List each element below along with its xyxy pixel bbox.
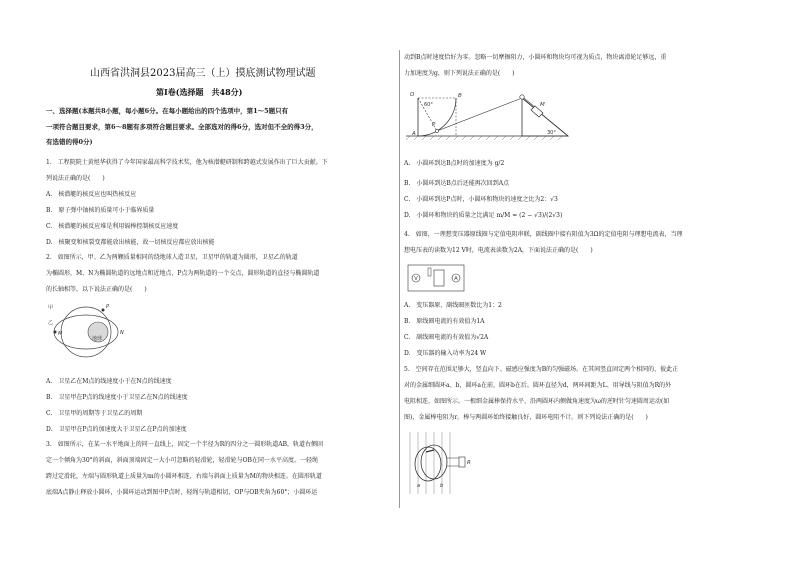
q3-stem-line-1: 3. 如图所示，在某一水平地面上的同一直线上，固定一个半径为R的四分之一圆形轨道AB，轨道右侧固 <box>46 441 323 448</box>
q3-stem-cont-line-1: 动到B点时速度恰好为零。忽略一切摩擦阻力，小圆环和物块均可视为质点，物块离滑轮足够远，重 <box>404 54 667 61</box>
q1-option-a: A. 核潜艇的核反应也叫热核反应 <box>46 191 137 198</box>
q4-transformer-figure <box>404 262 470 294</box>
instructions-line-1: 一、选择题(本题共8小题，每小题6分。在每小题给出的四个选项中，第1～5题只有 <box>46 107 289 115</box>
label-N: N <box>120 330 124 336</box>
q3-stem-line-4: 底端A点静止释放小圆环，小圆环运动到图中P点时，轻绳与轨道相切，OP与OB夹角为60°；小圆环运 <box>46 489 318 496</box>
q2-orbit-figure <box>46 302 136 362</box>
q3-incline-figure <box>404 86 572 142</box>
label-P: P <box>106 304 110 310</box>
label-P: P <box>432 122 436 128</box>
ring-icon <box>435 129 438 132</box>
label-M: M <box>540 102 545 108</box>
q1-option-b: B. 原子弹中铀核的质量可小于临界质量 <box>46 207 155 214</box>
q3-option-c: C. 小圆环到达P点时，小圆环和物块的速度之比为2：√3 <box>404 196 558 203</box>
q3-option-d-text: D. 小圆环和物块的质量之比满足 <box>404 212 495 219</box>
q2-stem-line-1: 2. 如图所示，甲、乙为两颗质量相同的绕地球人造卫星，卫星甲的轨道为圆形，卫星乙的轨道 <box>46 254 298 261</box>
label-a: a <box>417 483 421 489</box>
q3-option-d: D. 小圆环和物块的质量之比满足 m/M = (2 − √3)/(2√3) <box>404 212 563 219</box>
q4-option-d: D. 变压器的输入功率为24 W <box>404 350 487 357</box>
label-angle60: 60° <box>424 102 433 108</box>
q2-option-b: B. 卫星甲在P点的线速度小于卫星乙在N点的线速度 <box>46 394 188 401</box>
label-B: B <box>458 93 462 99</box>
q4-option-a: A. 变压器原、副线圈匝数比为1：2 <box>404 302 502 309</box>
q2-stem-line-2: 为椭圆形，M、N为椭圆轨道的远地点和近地点，P点为两轨道的一个交点，圆形轨道的直径与椭圆轨道 <box>46 270 320 277</box>
label-A: A <box>412 131 416 137</box>
q5-stem-line-4: 图)，金属棒电阻为r。棒与两圆环始终接触良好，圆环电阻不计。则下列说法正确的是( ) <box>404 414 648 421</box>
q3-option-d-rhs: (2 − √3)/(2√3) <box>519 212 563 219</box>
q3-option-a-math: g/2 <box>494 160 505 167</box>
q4-stem-line-1: 4. 如图，一理想变压器原线圈与定值电阻串联，副线圈中接有阻值为3Ω的定值电阻与理想电流表，当理 <box>404 231 683 238</box>
satellite-yi-dot <box>54 331 57 334</box>
label-b: b <box>440 483 444 489</box>
voltmeter-label: V <box>414 276 418 282</box>
label-O: O <box>410 92 415 98</box>
label-yi: 乙 <box>48 320 54 326</box>
pulley-icon <box>520 95 524 99</box>
label-angle30: 30° <box>547 130 556 136</box>
instructions-line-3: 有选错的得0分) <box>46 138 93 146</box>
section-title: 第Ⅰ卷(选择题 共48分) <box>156 87 243 97</box>
q3-option-a-text: A. 小圆环到达B点时的加速度为 <box>404 160 493 167</box>
q5-stem-line-3: 电阻相连，如图所示。一根细金属棒保持水平、沿两圆环内侧做角速度为ω的逆时针匀速圆周运动(如 <box>404 398 670 405</box>
q3-stem-line-3: 跨过定滑轮，左端与圆形轨道上质量为m的小圆环相连，右端与斜面上质量为M的物块相连。在圆形轨道 <box>46 473 322 480</box>
q2-option-c: C. 卫星甲的周期等于卫星乙的周期 <box>46 410 143 417</box>
q3-option-d-lhs: m/M <box>496 212 511 219</box>
metal-rod <box>426 450 434 452</box>
instructions-line-2: 一项符合题目要求，第6～8题有多项符合题目要求。全部选对的得6分，选对但不全的得3分， <box>46 123 318 131</box>
incline-surface <box>522 98 568 136</box>
right-column <box>400 0 794 562</box>
magnetic-field-lines <box>410 432 450 494</box>
q1-option-c: C. 核潜艇的核反应堆是利用镉棒控制核反应速度 <box>46 223 179 230</box>
rope-left <box>437 98 522 131</box>
q5-rings-figure <box>404 430 476 496</box>
q4-stem-line-2: 想电压表的读数为12 V时，电流表读数为2A，下面说法正确的是( ) <box>404 247 593 254</box>
ammeter-label: A <box>454 276 458 282</box>
label-R: R <box>467 460 471 466</box>
transformer-core <box>434 270 444 286</box>
label-jia: 甲 <box>48 305 54 311</box>
q4-option-c: C. 副线圈电流的有效值为√2A <box>404 334 489 341</box>
q4-option-b: B. 原线圈电流的有效值为1A <box>404 318 485 325</box>
q1-stem-line-2: 列说法正确的是( ) <box>46 175 105 182</box>
q5-stem-line-2: 对的金属细圆环a、b，圆环a在前，圆环b在后。圆环直径为d，两环间距为L、用导线与阻值为R的外 <box>404 382 672 389</box>
ground-hatch <box>406 136 562 140</box>
elliptical-orbit-yi <box>54 315 118 349</box>
q3-option-b: B. 小圆环到达B点后还能再次回到A点 <box>404 180 510 187</box>
resistor-R <box>459 457 465 467</box>
q3-stem-cont-line-2: 力加速度为g，则下列说法正确的是( ) <box>404 70 515 77</box>
exam-title: 山西省洪洞县2023届高三（上）摸底测试物理试题 <box>90 68 316 79</box>
q1-stem-line-1: 1. 工程院院士黄旭华获得了今年国家最高科学技术奖，他为核潜艇研制和跨越式发展作出了巨大贡献。下 <box>46 159 328 166</box>
q5-stem-line-1: 5. 空间存在范围足够大，竖直向下、磁感应强度为B的匀强磁场。在其间竖直固定两个相同的、彼此正 <box>404 366 679 373</box>
q2-option-d: D. 卫星甲在P点的加速度大于卫星乙在P点的加速度 <box>46 426 187 433</box>
label-M: M <box>58 331 63 337</box>
q2-option-a: A. 卫星乙在M点的线速度小于在N点的线速度 <box>46 378 172 385</box>
earth-label: 地球 <box>92 336 103 342</box>
q1-option-d: D. 核聚变和核裂变都能放出核能，故一切核反应都应放出核能 <box>46 239 215 246</box>
q3-stem-line-2: 定一个倾角为30°的斜面，斜面顶端固定一大小可忽略的轻滑轮，轻滑轮与OB在同一水平高度。一轻绳 <box>46 457 318 464</box>
q3-option-a <box>404 160 504 168</box>
satellite-jia-dot <box>102 309 105 312</box>
q2-stem-line-3: 的长轴相等，以下说法正确的是( ) <box>46 286 147 293</box>
resistor-primary <box>428 268 431 276</box>
